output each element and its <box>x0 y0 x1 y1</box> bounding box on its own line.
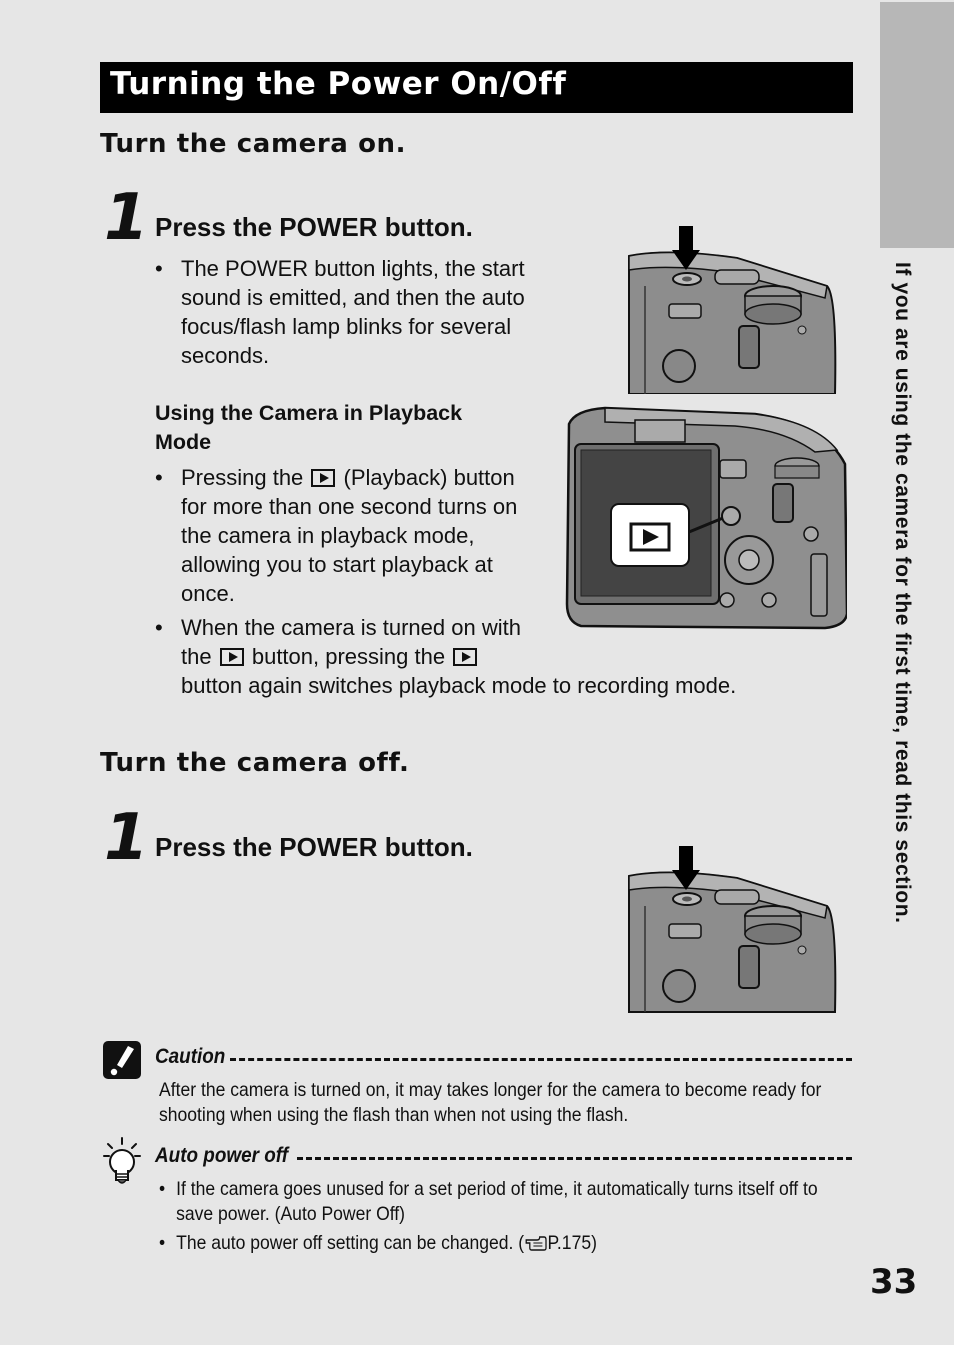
bullet-text: (Playback) button <box>343 465 515 490</box>
bullet-text: Pressing the <box>181 465 304 490</box>
caution-body <box>159 1078 821 1128</box>
bullet-mark: • <box>155 256 163 281</box>
caution-title: Caution <box>155 1045 226 1068</box>
bullet-line: allowing you to start playback at <box>181 552 493 577</box>
caution-icon <box>102 1040 142 1080</box>
lightbulb-icon <box>102 1136 142 1190</box>
side-tab <box>880 2 954 248</box>
bullet-line: When the camera is turned on with <box>181 615 521 640</box>
bullet-line: the camera in playback mode, <box>181 523 475 548</box>
auto-power-off-divider <box>297 1157 852 1160</box>
step-number-off: 1 <box>104 801 149 875</box>
camera-top-illustration-off <box>627 846 837 1014</box>
page-title: Turning the Power On/Off <box>110 66 567 102</box>
page-title-bar <box>100 62 853 113</box>
bullet-line: If the camera goes unused for a set period of time, it automatically turns itself off to <box>176 1178 818 1200</box>
step-title-off: Press the POWER button. <box>155 832 473 862</box>
bullet-mark: • <box>159 1232 166 1254</box>
bullet-text: The auto power off setting can be changed. ( <box>176 1232 525 1254</box>
bullet-line: focus/flash lamp blinks for several <box>181 314 512 339</box>
step-title-on: Press the POWER button. <box>155 212 473 242</box>
camera-top-illustration <box>627 226 837 394</box>
playback-icon <box>453 648 477 666</box>
bullet-line: for more than one second turns on <box>181 494 518 519</box>
bullet-mark: • <box>155 615 163 640</box>
bullet-text: the <box>181 644 212 669</box>
auto-power-off-title: Auto power off <box>155 1144 288 1167</box>
section-heading-off: Turn the camera off. <box>100 748 410 778</box>
caution-line: After the camera is turned on, it may takes longer for the camera to become ready for <box>159 1079 822 1101</box>
subheading-line: Using the Camera in Playback <box>155 401 463 425</box>
bullet-mark: • <box>155 465 163 490</box>
playback-subheading <box>155 399 462 457</box>
bullet-line: The POWER button lights, the start <box>181 256 525 281</box>
bullet-line: once. <box>181 581 235 606</box>
bullet-line: save power. (Auto Power Off) <box>176 1203 406 1225</box>
playback-icon <box>311 469 335 487</box>
bullet-line: button again switches playback mode to recording mode. <box>181 673 737 698</box>
subheading-line: Mode <box>155 430 212 454</box>
page-number: 33 <box>870 1262 918 1302</box>
bullet-mark: • <box>159 1178 166 1200</box>
bullet-line: sound is emitted, and then the auto <box>181 285 525 310</box>
camera-back-illustration <box>565 404 847 630</box>
step-number-on: 1 <box>104 181 149 255</box>
bullet-text: P.175) <box>547 1232 597 1254</box>
caution-divider <box>230 1058 852 1061</box>
bullet-line: seconds. <box>181 343 270 368</box>
playback-icon <box>220 648 244 666</box>
reference-hand-icon <box>524 1234 547 1252</box>
playback-icon <box>631 524 669 550</box>
caution-line: shooting when using the flash than when not using the flash. <box>159 1104 629 1126</box>
bullet-text: button, pressing the <box>251 644 446 669</box>
section-heading-on: Turn the camera on. <box>100 129 407 159</box>
side-tab-text: If you are using the camera for the first time, read this section. <box>891 262 914 924</box>
